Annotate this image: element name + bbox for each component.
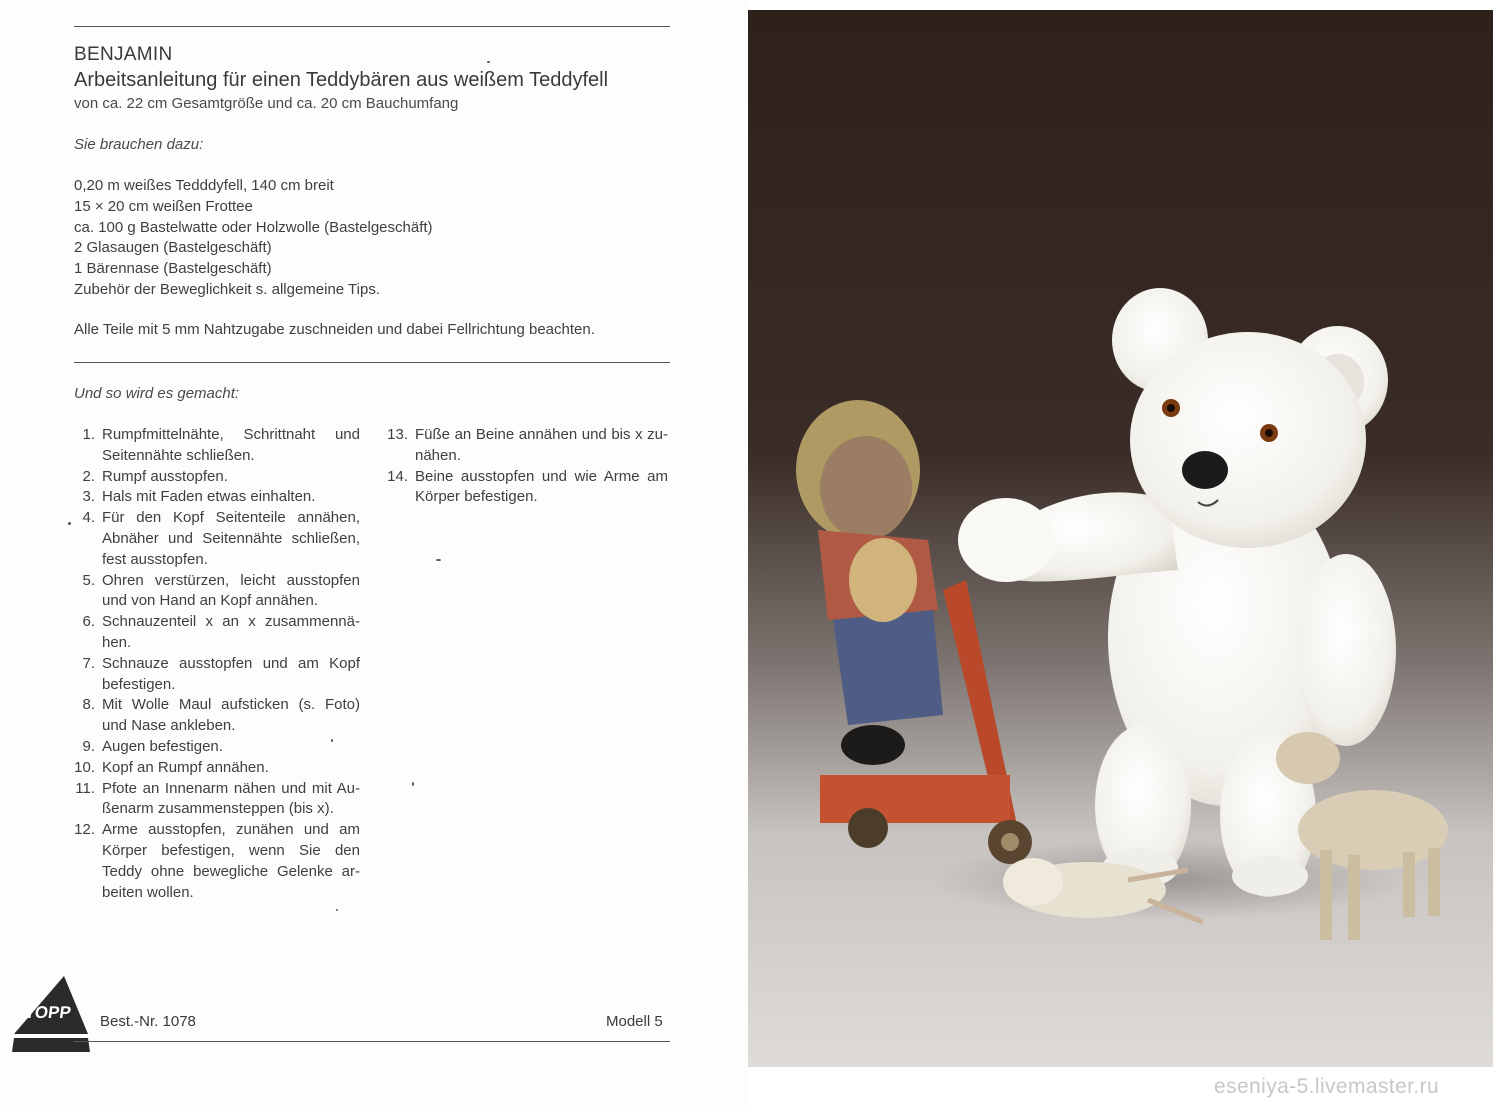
instruction-step: 6. Schnauzenteil x an x zusammennä-hen. (82, 613, 360, 651)
middle-rule (74, 362, 670, 363)
instruction-step: 14. Beine ausstopfen und wie Arme am Körper befestigen. (387, 467, 668, 506)
scan-speck (331, 739, 333, 742)
scan-speck (68, 522, 71, 525)
instruction-step: 2. Rumpf ausstopfen. (82, 467, 228, 485)
instructions-heading: Und so wird es gemacht: (74, 385, 240, 402)
pattern-title: BENJAMIN (74, 44, 173, 65)
instruction-step: 9. Augen befestigen. (82, 737, 223, 755)
materials-item: Zubehör der Beweglichkeit s. allgemeine Tips. (74, 280, 380, 298)
teddy-photo (748, 10, 1493, 1067)
materials-heading: Sie brauchen dazu: (74, 136, 204, 153)
instruction-step: 10. Kopf an Rumpf annähen. (74, 758, 269, 776)
scan-speck (487, 61, 490, 63)
seam-allowance-note: Alle Teile mit 5 mm Nahtzugabe zuschneiden und dabei Fellrichtung beachten. (74, 321, 595, 338)
instruction-step: 12. Arme ausstopfen, zunähen und am Körper befestigen, wenn Sie den Teddy ohne bewegliche Gelenke ar-beiten wollen. (74, 821, 360, 901)
materials-item: 1 Bärennase (Bastelgeschäft) (74, 260, 272, 278)
bottom-rule (74, 1041, 670, 1042)
watermark: eseniya-5.livemaster.ru (1214, 1075, 1440, 1098)
instruction-step: 11. Pfote an Innenarm nähen und mit Au-ßenarm zusammensteppen (bis x). (75, 779, 360, 818)
pattern-dimensions: von ca. 22 cm Gesamtgröße und ca. 20 cm Bauchumfang (74, 95, 459, 112)
materials-item: 0,20 m weißes Tedddyfell, 140 cm breit (74, 177, 334, 194)
pattern-subtitle: Arbeitsanleitung für einen Teddybären aus weißem Teddyfell (74, 69, 609, 91)
photo-page (748, 0, 1500, 1107)
top-rule (74, 26, 670, 27)
materials-item: 2 Glasaugen (Bastelgeschäft) (74, 239, 272, 257)
materials-item: 15 × 20 cm weißen Frottee (74, 197, 253, 215)
scan-speck (436, 559, 441, 561)
instruction-step: 8. Mit Wolle Maul aufsticken (s. Foto) und Nase ankleben. (82, 696, 360, 735)
materials-item: ca. 100 g Bastelwatte oder Holzwolle (Bastelgeschäft) (74, 218, 433, 236)
instructions-column-1 (63, 425, 360, 903)
instruction-step: 5. Ohren verstürzen, leicht ausstopfen und von Hand an Kopf annähen. (82, 571, 360, 610)
scan-speck (336, 909, 338, 911)
model-number: Modell 5 (606, 1013, 663, 1030)
materials-list (74, 176, 433, 301)
instruction-step: 1. Rumpfmittelnähte, Schrittnaht und Seitennähte schließen. (82, 426, 360, 464)
scan-speck (412, 782, 414, 786)
instruction-page (0, 0, 748, 1107)
order-number: Best.-Nr. 1078 (100, 1013, 196, 1030)
instruction-step: 4. Für den Kopf Seitenteile annähen, Abnäher und Seitennähte schließen, fest ausstopfen. (82, 509, 360, 568)
instructions-column-2 (376, 425, 668, 508)
instruction-step: 13. Füße an Beine annähen und bis x zu-nähen. (387, 426, 668, 464)
logo-text: TOPP (23, 1003, 73, 1022)
instruction-step: 3. Hals mit Faden etwas einhalten. (82, 488, 316, 506)
instruction-step: 7. Schnauze ausstopfen und am Kopf befestigen. (82, 654, 360, 693)
